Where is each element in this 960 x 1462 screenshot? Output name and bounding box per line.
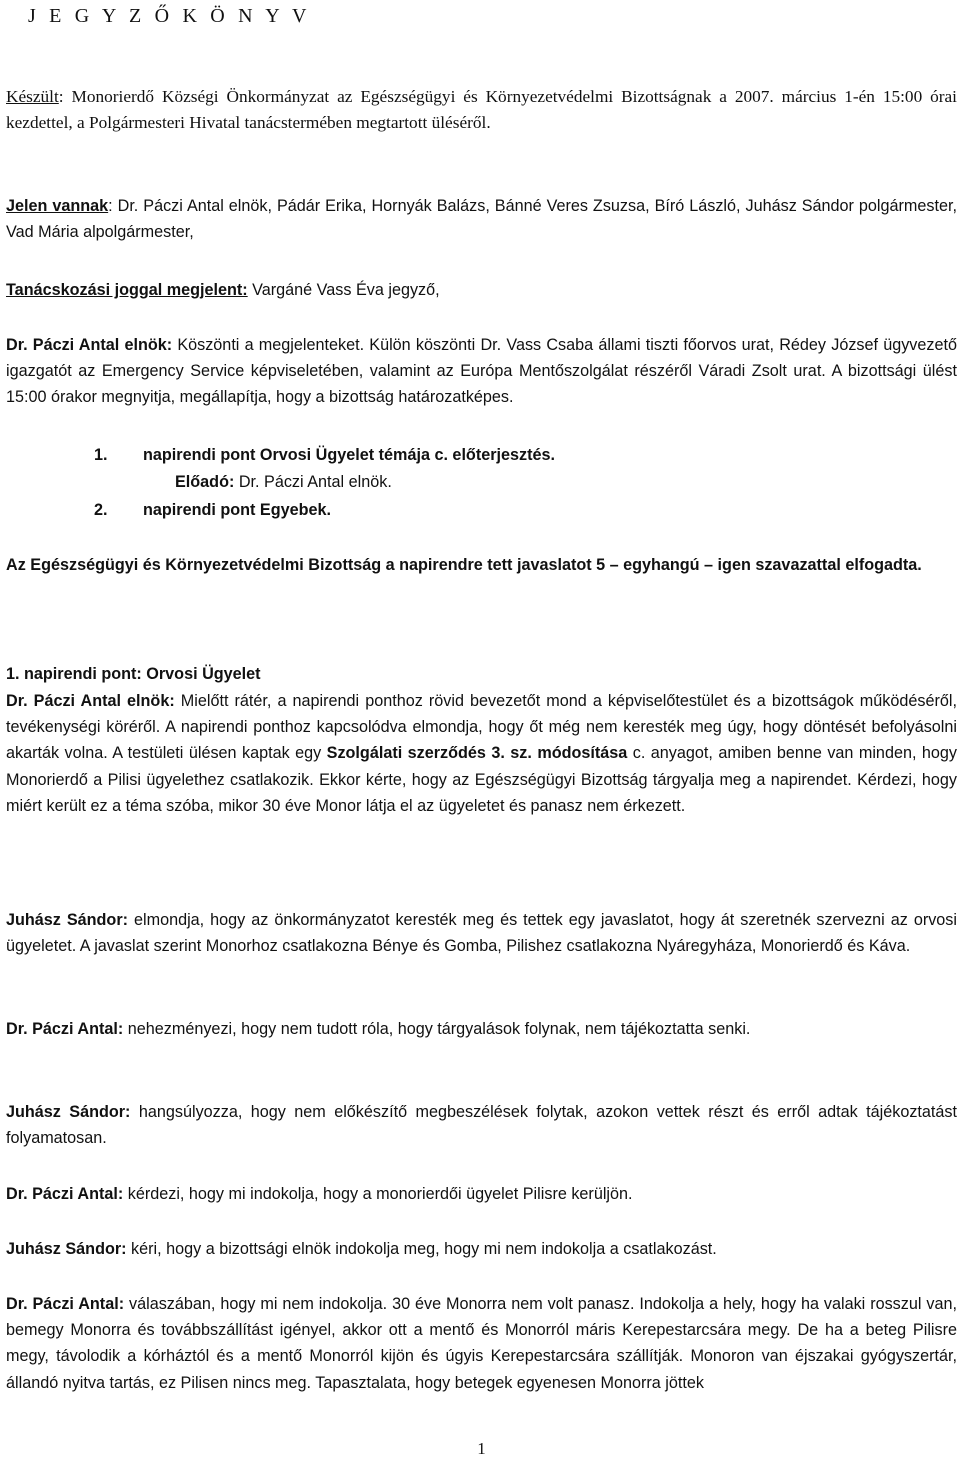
present-text: : Dr. Páczi Antal elnök, Pádár Erika, Hornyák Balázs, Bánné Veres Zsuzsa, Bíró László, Juhász Sándor polgármester, Vad Mária alpolgármester, bbox=[6, 197, 957, 242]
statement-paragraph bbox=[6, 688, 957, 819]
statement-text: kéri, hogy a bizottsági elnök indokolja meg, hogy mi nem indokolja a csatlakozást. bbox=[126, 1240, 717, 1258]
opening-paragraph bbox=[6, 332, 957, 411]
intro-text: : Monorierdő Községi Önkormányzat az Egészségügyi és Környezetvédelmi Bizottságnak a 2007. március 1-én 15:00 órai kezdettel, a Polgármesteri Hivatal tanácstermében megtartott üléséről. bbox=[6, 87, 957, 133]
present-paragraph bbox=[6, 193, 957, 245]
statement-text: Mielőtt rátér, a napirendi ponthoz rövid bevezetőt mond a képviselőtestület és a bizottságok működéséről, tevékenységi köréről. A napirendi ponthoz kapcsolódva elmondja, hogy őt még nem keresték meg úgy, hogy döntését befolyásolni akarták volna. A testületi ülésen kaptak egy bbox=[6, 692, 957, 763]
opening-speaker: Dr. Páczi Antal elnök: bbox=[6, 336, 173, 354]
statement-text: nehezményezi, hogy nem tudott róla, hogy tárgyalások folynak, nem tájékoztatta senki. bbox=[123, 1020, 751, 1038]
page-number: 1 bbox=[477, 1439, 486, 1458]
statement-speaker: Juhász Sándor: bbox=[6, 1240, 127, 1258]
decision-paragraph: Az Egészségügyi és Környezetvédelmi Bizottság a napirendre tett javaslatot 5 – egyhangú – igen szavazattal elfogadta. bbox=[6, 556, 922, 574]
section-heading: 1. napirendi pont: Orvosi Ügyelet bbox=[6, 665, 261, 683]
presenter-text: Dr. Páczi Antal elnök. bbox=[234, 473, 392, 491]
statement-text: elmondja, hogy az önkormányzatot keresték meg és tettek egy javaslatot, hogy át szeretnék szervezni az orvosi ügyeletet. A javaslat szerint Monorhoz csatlakozna Bénye és Gomba, Pilishez csatlakozna Nyáregyháza, Monorierdő és Káva. bbox=[6, 911, 958, 956]
agenda-item-number-1: 1. bbox=[94, 446, 108, 464]
statement-paragraph bbox=[6, 1099, 957, 1151]
agenda-item-1: napirendi pont Orvosi Ügyelet témája c. előterjesztés. bbox=[143, 446, 556, 464]
advisory-label: Tanácskozási joggal megjelent: bbox=[6, 281, 248, 299]
presenter-label: Előadó: bbox=[175, 473, 235, 491]
intro-paragraph bbox=[6, 84, 957, 136]
statement-text: válaszában, hogy mi nem indokolja. 30 éve Monorra nem volt panasz. Indokolja a hely, hogy ha valaki rosszul van, bemegy Monorra és továbbszállítást igényel, akkor ott a mentő és Monorról máris Kerepestarcsára megy. De ha a beteg Pilisre megy, távolodik a kórháztól és a mentő Monorról kijön és úgyis Kerepestarcsára szállítják. Monoron van éjszakai gyógyszertár, állandó nyitva tartás, ez Pilisen nincs meg. Tapasztalata, hogy betegek egyenesen Monorra jöttek bbox=[6, 1295, 957, 1392]
statement-speaker: Juhász Sándor: bbox=[6, 1103, 131, 1121]
intro-label: Készült bbox=[6, 87, 59, 106]
statement-paragraph bbox=[6, 1016, 957, 1042]
statement-speaker: Dr. Páczi Antal: bbox=[6, 1295, 125, 1313]
statement-speaker: Dr. Páczi Antal: bbox=[6, 1185, 124, 1203]
opening-text: Köszönti a megjelenteket. Külön köszönti Dr. Vass Csaba állami tiszti főorvos urat, Rédey József ügyvezető igazgatót az Emergency Service képviseletében, valamint az Európa Mentőszolgálat részéről Váradi Zsolt urat. A bizottsági ülést 15:00 órakor megnyitja, megállapítja, hogy a bizottság határozatképes. bbox=[6, 336, 957, 407]
statement-text: hangsúlyozza, hogy nem előkészítő megbeszélések folytak, azokon vettek részt és erről adtak tájékoztatást folyamatosan. bbox=[6, 1103, 958, 1148]
statement-paragraph bbox=[6, 1236, 957, 1262]
present-label: Jelen vannak bbox=[6, 197, 109, 215]
statement-speaker: Juhász Sándor: bbox=[6, 911, 129, 929]
agenda-item-2: napirendi pont Egyebek. bbox=[143, 501, 331, 519]
agenda-presenter bbox=[175, 469, 392, 495]
statement-paragraph bbox=[6, 907, 957, 959]
page-title: J E G Y Z Ő K Ö N Y V bbox=[28, 5, 311, 27]
statement-speaker: Dr. Páczi Antal: bbox=[6, 1020, 124, 1038]
statement-paragraph bbox=[6, 1291, 957, 1396]
advisory-paragraph bbox=[6, 277, 957, 303]
statement-text: kérdezi, hogy mi indokolja, hogy a monorierdői ügyelet Pilisre kerüljön. bbox=[123, 1185, 633, 1203]
statement-bold-phrase: Szolgálati szerződés 3. sz. módosítása bbox=[326, 744, 628, 763]
statement-text: c. anyagot, amiben benne van minden, hogy Monorierdő a Pilisi ügyelethez csatlakozik. Ekkor kérte, hogy az Egészségügyi Bizottság tárgyalja meg a napirendet. Kérdezi, hogy miért került ez a téma szóba, mikor 30 éve Monor látja el az ügyeletet és panasz nem érkezett. bbox=[6, 744, 957, 815]
advisory-text: Vargáné Vass Éva jegyző, bbox=[247, 281, 440, 299]
statement-paragraph bbox=[6, 1181, 957, 1207]
statement-speaker: Dr. Páczi Antal elnök: bbox=[6, 692, 175, 710]
agenda-item-number-2: 2. bbox=[94, 501, 108, 519]
